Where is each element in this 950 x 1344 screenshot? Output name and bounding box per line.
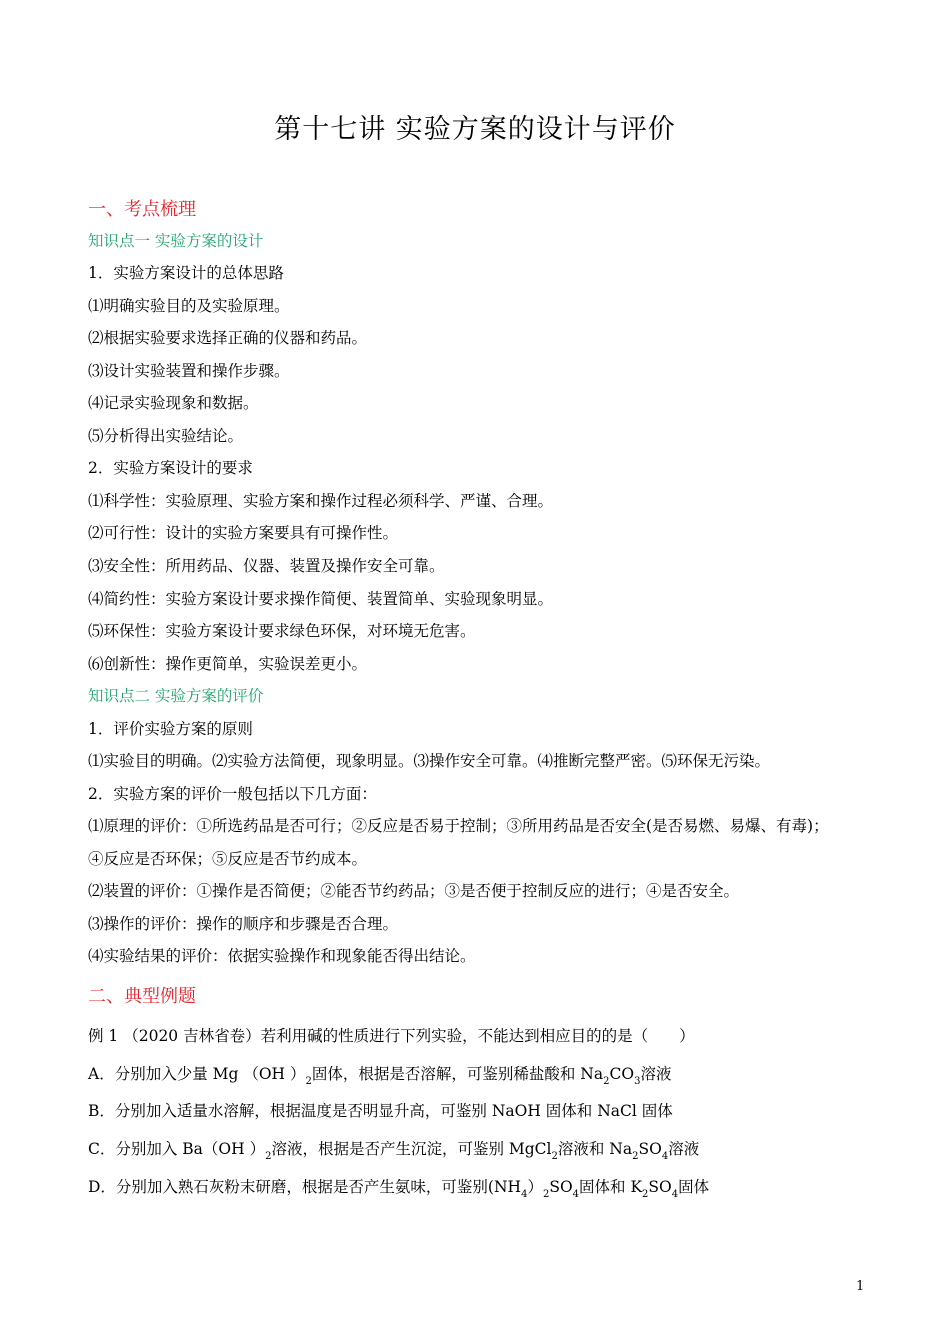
page-title: 第十七讲 实验方案的设计与评价 bbox=[274, 114, 676, 145]
paragraph-line: 2．实验方案的评价一般包括以下几方面： bbox=[88, 785, 377, 803]
option-d: D．分别加入熟石灰粉末研磨，根据是否产生氨味，可鉴别$(NH_4)_2SO_4$固体和 $K_2SO_4$固体 bbox=[88, 1178, 710, 1200]
knowledge-point-2-heading: 知识点二 实验方案的评价 bbox=[88, 687, 264, 705]
option-c: C．分别加入 Ba（OH ）$_2$溶液，根据是否产生沉淀，可鉴别 MgCl$_2$溶液和 $Na_2SO_4$溶液 bbox=[88, 1140, 700, 1162]
paragraph-line: ④反应是否环保；⑤反应是否节约成本。 bbox=[88, 850, 368, 868]
paragraph-line: ⑴科学性：实验原理、实验方案和操作过程必须科学、严谨、合理。 bbox=[88, 492, 554, 510]
section-heading-2: 二、典型例题 bbox=[88, 986, 196, 1007]
paragraph-line: ⑷实验结果的评价：依据实验操作和现象能否得出结论。 bbox=[88, 947, 476, 965]
page-number: 1 bbox=[856, 1279, 865, 1294]
paragraph-line: 1．评价实验方案的原则 bbox=[88, 720, 253, 738]
paragraph-line: ⑴明确实验目的及实验原理。 bbox=[88, 297, 290, 315]
paragraph-line: ⑸环保性：实验方案设计要求绿色环保，对环境无危害。 bbox=[88, 622, 476, 640]
paragraph-line: ⑶安全性：所用药品、仪器、装置及操作安全可靠。 bbox=[88, 557, 445, 575]
option-b: B．分别加入适量水溶解，根据温度是否明显升高，可鉴别 NaOH 固体和 NaCl 固体 bbox=[88, 1102, 673, 1120]
option-a: A．分别加入少量 Mg （OH ）$_2$固体，根据是否溶解，可鉴别稀盐酸和 $Na_2CO_3$溶液 bbox=[88, 1065, 672, 1087]
paragraph-line: ⑷记录实验现象和数据。 bbox=[88, 394, 259, 412]
paragraph-line: ⑴原理的评价：①所选药品是否可行；②反应是否易于控制；③所用药品是否安全(是否易燃、易爆、有毒)； bbox=[88, 817, 829, 835]
paragraph-line: ⑵根据实验要求选择正确的仪器和药品。 bbox=[88, 329, 368, 347]
paragraph-line: ⑶设计实验装置和操作步骤。 bbox=[88, 362, 290, 380]
paragraph-line: ⑴实验目的明确。⑵实验方法简便，现象明显。⑶操作安全可靠。⑷推断完整严密。⑸环保无污染。 bbox=[88, 752, 771, 770]
paragraph-line: 2．实验方案设计的要求 bbox=[88, 459, 253, 477]
paragraph-line: ⑵装置的评价：①操作是否简便；②能否节约药品；③是否便于控制反应的进行；④是否安全。 bbox=[88, 882, 740, 900]
paragraph-line: ⑹创新性：操作更简单，实验误差更小。 bbox=[88, 655, 368, 673]
section-heading-1: 一、考点梳理 bbox=[88, 199, 196, 220]
paragraph-line: ⑵可行性：设计的实验方案要具有可操作性。 bbox=[88, 524, 399, 542]
paragraph-line: ⑷简约性：实验方案设计要求操作简便、装置简单、实验现象明显。 bbox=[88, 590, 554, 608]
knowledge-point-1-heading: 知识点一 实验方案的设计 bbox=[88, 232, 264, 250]
paragraph-line: 1．实验方案设计的总体思路 bbox=[88, 264, 284, 282]
paragraph-line: ⑸分析得出实验结论。 bbox=[88, 427, 244, 445]
example-stem: 例 1 （2020 吉林省卷）若利用碱的性质进行下列实验，不能达到相应目的的是（ ） bbox=[88, 1027, 695, 1045]
paragraph-line: ⑶操作的评价：操作的顺序和步骤是否合理。 bbox=[88, 915, 399, 933]
